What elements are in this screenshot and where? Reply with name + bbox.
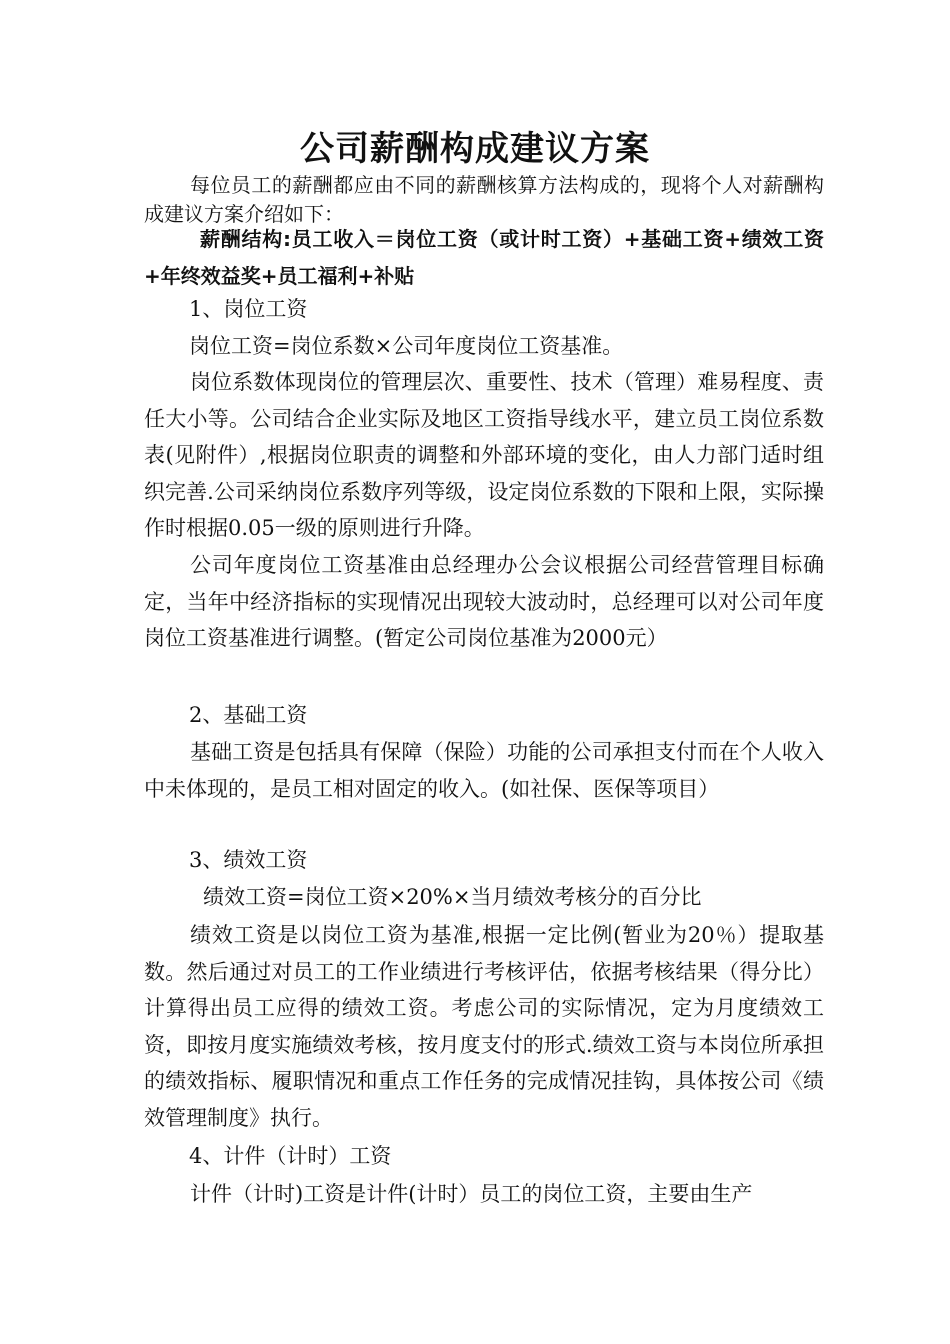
performance-salary-formula: 绩效工资=岗位工资×20%×当月绩效考核分的百分比 bbox=[203, 885, 702, 909]
position-salary-formula: 岗位工资=岗位系数×公司年度岗位工资基准。 bbox=[189, 334, 624, 358]
section-heading-performance-salary: 3、绩效工资 bbox=[189, 848, 308, 872]
position-coefficient-paragraph: 岗位系数体现岗位的管理层次、重要性、技术（管理）难易程度、责任大小等。公司结合企业实际及地区工资指导线水平，建立员工岗位系数表(见附件）,根据岗位职责的调整和外部环境的变化，由人力部门适时组织完善.公司采纳岗位系数序列等级，设定岗位系数的下限和上限，实际操作时根据0.05一级的原则进行升降。 bbox=[144, 370, 824, 540]
intro-paragraph: 每位员工的薪酬都应由不同的薪酬核算方法构成的，现将个人对薪酬构成建议方案介绍如下： bbox=[144, 173, 824, 226]
section-heading-piecework-salary: 4、计件（计时）工资 bbox=[189, 1144, 392, 1168]
performance-salary-paragraph: 绩效工资是以岗位工资为基准,根据一定比例(暂业为20％）提取基数。然后通过对员工的工作业绩进行考核评估，依据考核结果（得分比）计算得出员工应得的绩效工资。考虑公司的实际情况，定为月度绩效工资，即按月度实施绩效考核，按月度支付的形式.绩效工资与本岗位所承担的绩效指标、履职情况和重点工作任务的完成情况挂钩，具体按公司《绩效管理制度》执行。 bbox=[144, 923, 824, 1130]
basic-salary-paragraph: 基础工资是包括具有保障（保险）功能的公司承担支付而在个人收入中未体现的，是员工相对固定的收入。(如社保、医保等项目） bbox=[144, 740, 824, 801]
position-salary-baseline-paragraph: 公司年度岗位工资基准由总经理办公会议根据公司经营管理目标确定，当年中经济指标的实现情况出现较大波动时，总经理可以对公司年度岗位工资基准进行调整。(暂定公司岗位基准为2000元） bbox=[144, 553, 824, 650]
section-heading-position-salary: 1、岗位工资 bbox=[189, 297, 308, 321]
salary-structure-statement: 薪酬结构:员工收入＝岗位工资（或计时工资）+基础工资+绩效工资+年终效益奖+员工福利+补贴 bbox=[144, 227, 824, 288]
document-title: 公司薪酬构成建议方案 bbox=[300, 129, 650, 169]
section-heading-basic-salary: 2、基础工资 bbox=[189, 703, 308, 727]
piecework-salary-paragraph: 计件（计时)工资是计件(计时）员工的岗位工资，主要由生产 bbox=[190, 1182, 753, 1206]
